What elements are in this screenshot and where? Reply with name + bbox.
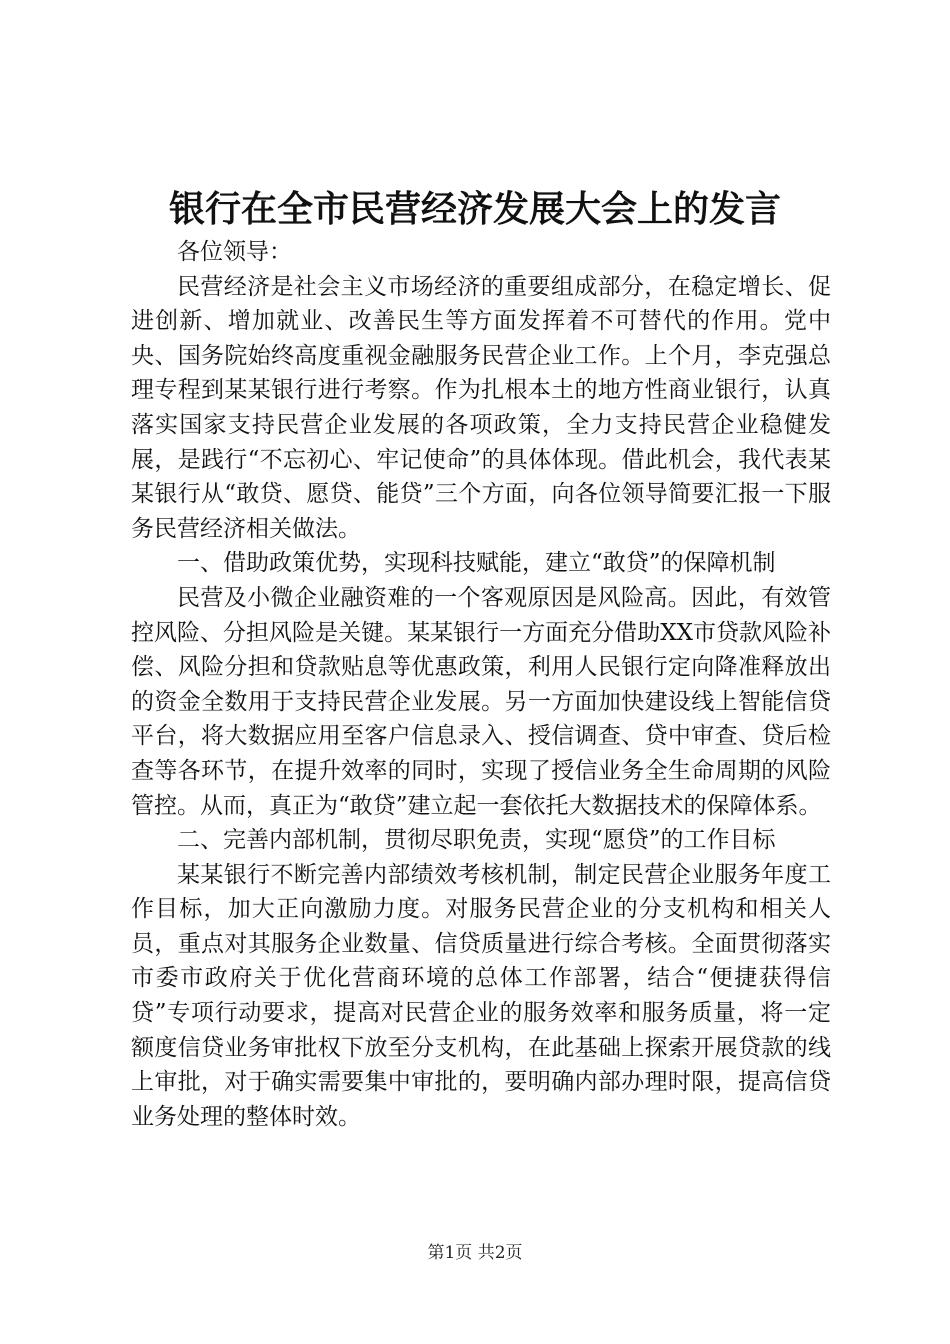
- document-body: [131, 235, 831, 1134]
- paragraph-intro: 民营经济是社会主义市场经济的重要组成部分，在稳定增长、促进创新、增加就业、改善民生等方面发挥着不可替代的作用。党中央、国务院始终高度重视金融服务民营企业工作。上个月，李克强总理专程到某某银行进行考察。作为扎根本土的地方性商业银行，认真落实国家支持民营企业发展的各项政策，全力支持民营企业稳健发展，是践行“不忘初心、牢记使命”的具体体现。借此机会，我代表某某银行从“敢贷、愿贷、能贷”三个方面，向各位领导简要汇报一下服务民营经济相关做法。: [131, 273, 831, 542]
- section-heading-1: 一、借助政策优势，实现科技赋能，建立“敢贷”的保障机制: [177, 550, 776, 577]
- paragraph-section-1: 民营及小微企业融资难的一个客观原因是风险高。因此，有效管控风险、分担风险是关键。某某银行一方面充分借助XX市贷款风险补偿、风险分担和贷款贴息等优惠政策，利用人民银行定向降准释放出的资金全数用于支持民营企业发展。另一方面加快建设线上智能信贷平台，将大数据应用至客户信息录入、授信调查、贷中审查、贷后检查等各环节，在提升效率的同时，实现了授信业务全生命周期的风险管控。从而，真正为“敢贷”建立起一套依托大数据技术的保障体系。: [131, 584, 831, 819]
- document-title: 银行在全市民营经济发展大会上的发言: [168, 188, 781, 230]
- greeting: 各位领导：: [177, 239, 292, 265]
- paragraph-section-2: 某某银行不断完善内部绩效考核机制，制定民营企业服务年度工作目标，加大正向激励力度。对服务民营企业的分支机构和相关人员，重点对其服务企业数量、信贷质量进行综合考核。全面贯彻落实市委市政府关于优化营商环境的总体工作部署，结合“便捷获得信贷”专项行动要求，提高对民营企业的服务效率和服务质量，将一定额度信贷业务审批权下放至分支机构，在此基础上探索开展贷款的线上审批，对于确实需要集中审批的，要明确内部办理时限，提高信贷业务处理的整体时效。: [131, 861, 831, 1130]
- page-footer: 第1页 共2页: [427, 1243, 523, 1263]
- section-heading-2: 二、完善内部机制，贯彻尽职免责，实现“愿贷”的工作目标: [177, 827, 776, 854]
